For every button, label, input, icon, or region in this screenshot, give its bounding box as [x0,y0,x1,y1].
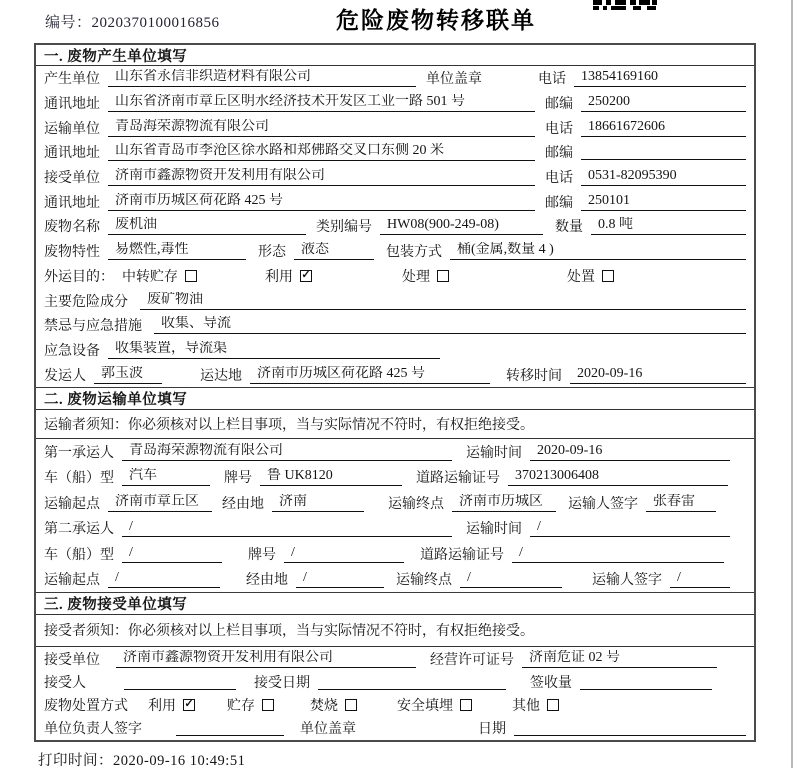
disposal-landfill-checkbox-icon [460,699,472,711]
vehicle-type-label: 车（船）型 [44,547,114,563]
route2-via: / [296,570,384,588]
acceptor-value [124,674,236,690]
vehicle1-type: 汽车 [122,468,210,486]
package-label: 包装方式 [386,245,442,261]
vehicle2-row [36,541,754,567]
section2-body [36,439,754,592]
form-table [34,43,756,742]
responsible-sign-label: 单位负责人签字 [44,722,142,738]
disposal-utilize-checkbox-icon: ✓ [184,698,194,711]
equipment-label: 应急设备 [44,343,100,359]
permit-value: 济南危证 02 号 [522,650,717,668]
print-time [38,749,245,768]
carrier1-time: 2020-09-16 [530,443,730,461]
receiver-row [36,165,754,190]
destination-label: 运达地 [200,368,242,384]
date-label: 日期 [478,722,506,738]
option-label: 贮存 [227,698,255,714]
route1-sign: 张春雷 [646,494,716,512]
producer-address-row [36,91,754,116]
carrier1-row [36,439,754,465]
address-label: 通讯地址 [44,195,100,211]
option-label: 利用 [265,269,293,285]
purpose-utilize-option [265,266,312,286]
acceptor-row [36,670,754,693]
phone-label: 电话 [545,171,573,187]
transporter-label: 运输单位 [44,121,100,137]
taboo-label: 禁忌与应急措施 [44,319,142,335]
route2-end: / [460,570,562,588]
disposal-row [36,693,754,716]
receiver-value: 济南市鑫源物资开发利用有限公司 [108,168,535,186]
acceptor-label: 接受人 [44,675,86,691]
dispatcher-value: 郭玉波 [94,366,162,384]
signoff-row [36,717,754,740]
vehicle1-plate: 鲁 UK8120 [260,468,402,486]
transporter-address-row [36,140,754,165]
address-label: 通讯地址 [44,97,100,113]
section2-header: 二. 废物运输单位填写 [36,387,754,410]
taboo-row [36,313,754,338]
producer-zip: 250200 [581,94,746,112]
category-value: HW08(900-249-08) [380,217,543,235]
seal-label: 单位盖章 [426,72,482,88]
purpose-treat-option [402,266,449,286]
plate-label: 牌号 [224,471,252,487]
accept-unit-label: 接受单位 [44,652,100,668]
accept-unit-row [36,647,754,670]
carrier2-time: / [530,519,730,537]
taboo-value: 收集、导流 [154,316,746,334]
option-label: 焚烧 [310,698,338,714]
transfer-time-label: 转移时间 [506,368,562,384]
route2-row [36,566,754,592]
route-start-label: 运输起点 [44,496,100,512]
signed-qty-label: 签收量 [530,675,572,691]
producer-value: 山东省永信非织造材料有限公司 [108,69,416,87]
serial-value: 2020370100016856 [91,15,220,31]
address-label: 通讯地址 [44,146,100,162]
receiver-phone: 0531-82095390 [581,168,746,186]
purpose-dispose-option [567,266,614,286]
transport-time-label: 运输时间 [466,445,522,461]
purpose-transfer-storage-option [122,266,197,286]
option-label: 安全填埋 [397,698,453,714]
disposal-storage-checkbox-icon [262,699,274,711]
date-value [514,720,746,736]
phone-label: 电话 [545,121,573,137]
section1-body [36,66,754,387]
disposal-other-option [512,695,559,715]
unit-seal-label: 单位盖章 [300,722,356,738]
carrier1-label: 第一承运人 [44,445,114,461]
option-label: 利用 [148,698,176,714]
responsible-sign-value [176,720,284,736]
zip-label: 邮编 [545,146,573,162]
disposal-storage-option [227,695,274,715]
receiver-zip: 250101 [581,193,746,211]
quantity-label: 数量 [555,220,583,236]
print-time-value: 2020-09-16 10:49:51 [113,753,246,768]
vehicle2-type: / [122,545,222,563]
purpose-row [36,264,754,289]
carrier2-row [36,515,754,541]
disposal-label: 废物处置方式 [44,698,128,714]
route-via-label: 经由地 [222,496,264,512]
transporter-phone: 18661672606 [581,119,746,137]
vehicle1-license: 370213006408 [508,468,728,486]
option-label: 处理 [402,269,430,285]
section2-notice: 运输者须知：你必须核对以上栏目事项，当与实际情况不符时，有权拒绝接受。 [36,410,754,439]
serial-number [45,11,220,32]
waste-props-value: 易燃性,毒性 [108,242,246,260]
purpose-label: 外运目的： [44,269,114,285]
vehicle2-license: / [512,545,724,563]
treat-checkbox-icon [437,270,449,282]
dispatcher-label: 发运人 [44,368,86,384]
receiver-address-row [36,189,754,214]
road-license-label: 道路运输证号 [420,547,504,563]
permit-label: 经营许可证号 [430,652,514,668]
disposal-incinerate-option [310,695,357,715]
waste-props-row [36,239,754,264]
transporter-address-value: 山东省青岛市李沧区徐水路和郑佛路交叉口东侧 20 米 [108,143,535,161]
form-label: 形态 [258,245,286,261]
accept-date-value [318,674,506,690]
hazard-value: 废矿物油 [140,292,746,310]
option-label: 中转贮存 [122,269,178,285]
option-label: 处置 [567,269,595,285]
hazard-label: 主要危险成分 [44,294,128,310]
section3-notice: 接受者须知：你必须核对以上栏目事项，当与实际情况不符时，有权拒绝接受。 [36,615,754,647]
transporter-value: 青岛海荣源物流有限公司 [108,119,535,137]
route1-via: 济南 [272,494,364,512]
carrier2-value: / [122,519,452,537]
producer-phone: 13854169160 [574,69,746,87]
disposal-incinerate-checkbox-icon [345,699,357,711]
route2-sign: / [670,570,730,588]
waste-name-value: 废机油 [108,217,306,235]
transfer-time-value: 2020-09-16 [570,366,746,384]
carrier2-label: 第二承运人 [44,522,114,538]
route1-end: 济南市历城区 [452,494,556,512]
accept-date-label: 接受日期 [254,675,310,691]
route2-start: / [108,570,220,588]
package-value: 桶(金属,数量 4 ) [450,242,746,260]
carrier1-value: 青岛海荣源物流有限公司 [122,443,452,461]
quantity-value: 0.8 吨 [591,217,746,235]
vehicle-type-label: 车（船）型 [44,471,114,487]
scan-page-edge [791,0,793,768]
section3-body [36,647,754,740]
page-title: 危险废物转移联单 [336,8,536,33]
disposal-landfill-option [397,695,472,715]
producer-address-value: 山东省济南市章丘区明水经济技术开发区工业一路 501 号 [108,94,535,112]
transport-time-label: 运输时间 [466,522,522,538]
equipment-value: 收集装置，导流渠 [108,341,440,359]
route-end-label: 运输终点 [388,496,444,512]
receiver-label: 接受单位 [44,171,100,187]
section3-header: 三. 废物接受单位填写 [36,592,754,615]
zip-label: 邮编 [545,195,573,211]
transporter-row [36,115,754,140]
utilize-checkbox-icon: ✓ [301,269,311,282]
print-time-label: 打印时间： [38,753,113,768]
option-label: 其他 [512,698,540,714]
destination-value: 济南市历城区荷花路 425 号 [250,366,490,384]
waste-name-label: 废物名称 [44,220,100,236]
transporter-zip [581,144,746,160]
disposal-other-checkbox-icon [547,699,559,711]
dispatch-row [36,362,754,387]
waste-props-label: 废物特性 [44,245,100,261]
route-end-label: 运输终点 [396,573,452,589]
vehicle1-row [36,464,754,490]
section1-header: 一. 废物产生单位填写 [36,45,754,66]
phone-label: 电话 [538,72,566,88]
dispose-checkbox-icon [602,270,614,282]
serial-label: 编号： [45,15,92,31]
road-license-label: 道路运输证号 [416,471,500,487]
carrier-sign-label: 运输人签字 [592,573,662,589]
carrier-sign-label: 运输人签字 [568,496,638,512]
transfer-storage-checkbox-icon [185,270,197,282]
route-via-label: 经由地 [246,573,288,589]
form-value: 液态 [294,242,374,260]
vehicle2-plate: / [284,545,404,563]
zip-label: 邮编 [545,97,573,113]
receiver-address-value: 济南市历城区荷花路 425 号 [108,193,535,211]
route1-start: 济南市章丘区 [108,494,212,512]
qr-code-icon [593,0,657,11]
accept-unit-value: 济南市鑫源物资开发利用有限公司 [116,650,416,668]
producer-label: 产生单位 [44,72,100,88]
producer-row [36,66,754,91]
equipment-row [36,338,754,363]
signed-qty-value [580,674,712,690]
hazard-row [36,288,754,313]
route1-row [36,490,754,516]
waste-name-row [36,214,754,239]
category-label: 类别编号 [316,220,372,236]
route-start-label: 运输起点 [44,573,100,589]
disposal-utilize-option [148,695,195,715]
document-header [0,0,796,42]
plate-label: 牌号 [248,547,276,563]
